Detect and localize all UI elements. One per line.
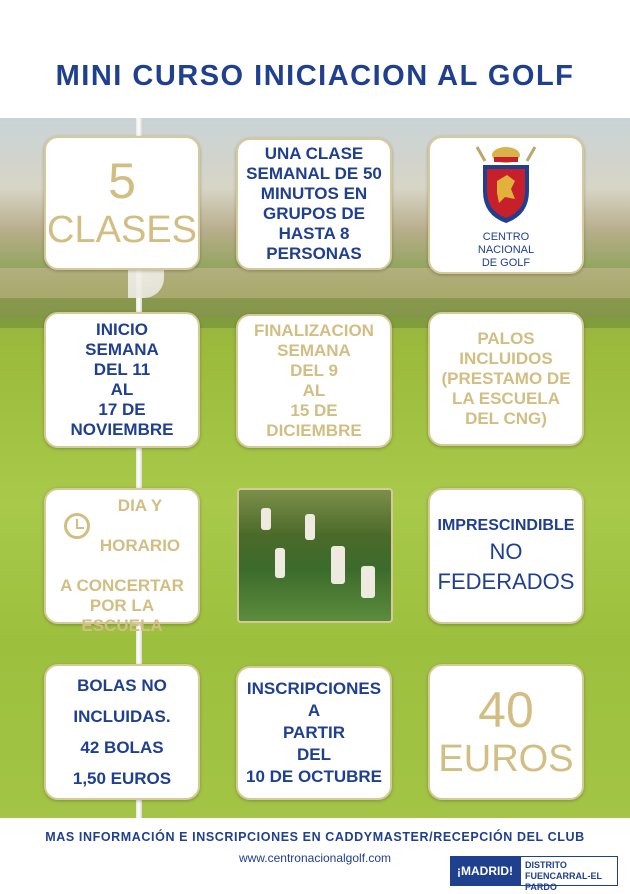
card-horario <box>44 488 200 635</box>
imprescindible-line1: IMPRESCINDIBLE <box>437 517 575 534</box>
card-logo <box>428 136 584 274</box>
imprescindible-line3: FEDERADOS <box>437 569 575 594</box>
logo-text: CENTRO NACIONAL DE GOLF <box>477 230 535 269</box>
imprescindible-line2: NO <box>489 539 523 564</box>
card-inicio <box>44 312 200 448</box>
header-band <box>0 0 630 120</box>
madrid-distrito-logo <box>450 856 618 892</box>
card-imprescindible <box>428 488 584 624</box>
golf-lesson-photo <box>237 488 393 623</box>
card-clases <box>44 136 200 270</box>
inscripciones-text: INSCRIPCIONES A PARTIR DEL 10 DE OCTUBRE <box>245 679 383 786</box>
card-clase-semanal <box>236 138 392 270</box>
horario-line1: DIA Y <box>117 496 163 515</box>
bolas-line1: BOLAS NO <box>77 676 167 695</box>
card-finalizacion <box>236 314 392 448</box>
precio-word: EUROS <box>438 738 574 780</box>
clase-semanal-text: UNA CLASE SEMANAL DE 50 MINUTOS EN GRUPOS DE HASTA 8 PERSONAS <box>246 144 382 263</box>
card-inscripciones <box>236 666 392 800</box>
finalizacion-text: FINALIZACION SEMANA DEL 9 AL 15 DE DICIEMBRE <box>254 321 374 440</box>
footer-info: MAS INFORMACIÓN E INSCRIPCIONES EN CADDYMASTER/RECEPCIÓN DEL CLUB <box>45 830 585 844</box>
footer-url[interactable]: www.centronacionalgolf.com <box>238 851 392 865</box>
card-palos <box>428 312 584 446</box>
inicio-text: INICIO SEMANA DEL 11 AL 17 DE NOVIEMBRE <box>70 320 174 439</box>
federation-crest-icon <box>471 141 541 227</box>
page-title: MINI CURSO INICIACION AL GOLF <box>55 60 575 92</box>
bolas-line3: 42 BOLAS <box>80 738 164 757</box>
clases-number: 5 <box>108 153 136 209</box>
card-bolas <box>44 664 200 800</box>
bolas-line2: INCLUIDAS. <box>73 707 171 726</box>
precio-number: 40 <box>478 682 534 738</box>
horario-rest: A CONCERTAR POR LA ESCUELA <box>60 576 184 635</box>
bolas-line4: 1,50 EUROS <box>72 769 172 788</box>
clock-icon <box>64 513 90 539</box>
card-precio <box>428 664 584 800</box>
madrid-label: ¡MADRID! <box>450 856 520 886</box>
palos-text: PALOS INCLUIDOS (PRESTAMO DE LA ESCUELA DEL CNG) <box>441 329 571 428</box>
horario-line2: HORARIO <box>99 536 181 555</box>
distrito-label: DISTRITO FUENCARRAL-EL PARDO <box>520 856 618 886</box>
clases-word: CLASES <box>47 209 197 251</box>
